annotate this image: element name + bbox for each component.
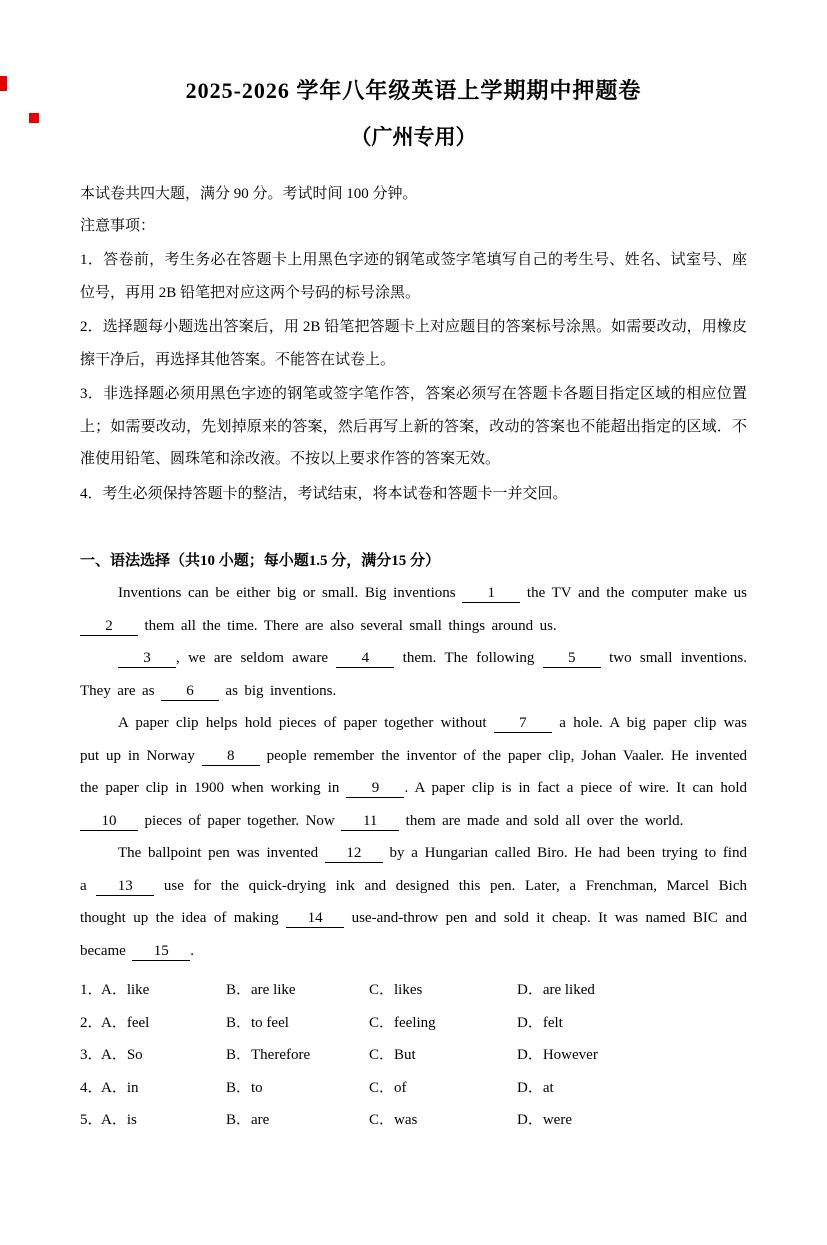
option-c: C．feeling	[369, 1014, 436, 1031]
option-d: D．were	[517, 1112, 572, 1128]
question-row	[80, 1007, 747, 1040]
answer-blank: 3	[118, 650, 176, 668]
option-d: D．at	[517, 1079, 554, 1096]
exam-page	[0, 76, 827, 1245]
option-d: D．felt	[517, 1014, 563, 1031]
question-number: 2．	[80, 1014, 103, 1031]
notice-item: 3．非选择题必须用黑色字迹的钢笔或签字笔作答，答案必须写在答题卡各题目指定区域的相应位置上；如需要改动，先划掉原来的答案，然后再写上新的答案，改动的答案也不能超出指定的区域．不准使用铅笔、圆珠笔和涂改液。不按以上要求作答的答案无效。	[80, 386, 747, 467]
option-c: C．was	[369, 1112, 418, 1128]
question-row	[80, 1072, 747, 1105]
answer-blank: 15	[132, 943, 190, 961]
passage-paragraph: Inventions can be either big or small. Big inventions 1 the TV and the computer make us 2 them all the time. There are also several small things around us.	[80, 577, 747, 642]
answer-blank: 8	[202, 748, 260, 766]
option-b: B．Therefore	[226, 1047, 311, 1063]
option-a: A．is	[101, 1112, 137, 1128]
option-a: A．feel	[101, 1014, 150, 1031]
answer-blank: 1	[462, 585, 520, 603]
question-row	[80, 1039, 747, 1072]
option-b: B．are like	[226, 982, 296, 998]
option-a: A．like	[101, 982, 150, 998]
option-a: A．So	[101, 1047, 143, 1063]
question-number: 3．	[80, 1047, 103, 1063]
answer-blank: 12	[325, 845, 383, 863]
answer-blank: 2	[80, 618, 138, 636]
option-d: D．are liked	[517, 982, 595, 998]
passage-paragraph: The ballpoint pen was invented 12 by a Hungarian called Biro. He had been trying to find a 13 use for the quick-drying ink and designed this pen. Later, a Frenchman, Marcel Bich thought up the idea of making 14 use-and-throw pen and sold it cheap. It was named BIC and became 15 .	[80, 845, 747, 959]
option-c: C．likes	[369, 982, 423, 998]
option-c: C．of	[369, 1079, 407, 1096]
answer-blank: 9	[346, 780, 404, 798]
notice-item: 4．考生必须保持答题卡的整洁，考试结束，将本试卷和答题卡一并交回。	[80, 485, 568, 502]
option-a: A．in	[101, 1079, 139, 1096]
answer-blank: 4	[336, 650, 394, 668]
notice-item: 2．选择题每小题选出答案后，用 2B 铅笔把答题卡上对应题目的答案标号涂黑。如需要改动，用橡皮擦干净后，再选择其他答案。不能答在试卷上。	[80, 319, 747, 368]
notice-heading: 注意事项：	[80, 218, 156, 234]
exam-title: 2025-2026 学年八年级英语上学期期中押题卷	[185, 78, 642, 103]
answer-blank: 6	[161, 683, 219, 701]
answer-blank: 14	[286, 910, 344, 928]
question-number: 1．	[80, 982, 103, 998]
section-heading: 一、语法选择（共10 小题；每小题1.5 分，满分15 分）	[80, 553, 441, 569]
red-artifact-icon	[0, 76, 7, 91]
answer-blank: 11	[341, 813, 399, 831]
answer-blank: 7	[494, 715, 552, 733]
answer-blank: 10	[80, 813, 138, 831]
question-list	[80, 974, 747, 1137]
question-row	[80, 1104, 747, 1137]
notice-item: 1．答卷前，考生务必在答题卡上用黑色字迹的钢笔或签字笔填写自己的考生号、姓名、试室号、座位号，再用 2B 铅笔把对应这两个号码的标号涂黑。	[80, 252, 747, 301]
passage-paragraph: A paper clip helps hold pieces of paper together without 7 a hole. A big paper clip was put up in Norway 8 people remember the inventor of the paper clip, Johan Vaaler. He invented the paper clip in 1900 when working in 9 . A paper clip is in fact a piece of wire. It can hold 10 pieces of paper together. Now 11 them are made and sold all over the world.	[80, 715, 748, 829]
red-artifact-icon	[29, 113, 39, 123]
exam-intro: 本试卷共四大题，满分 90 分。考试时间 100 分钟。	[80, 186, 418, 202]
option-b: B．to feel	[226, 1014, 289, 1031]
passage-paragraph: 3 , we are seldom aware 4 them. The following 5 two small inventions. They are as 6 as big inventions.	[80, 650, 747, 699]
answer-blank: 13	[96, 878, 154, 896]
question-number: 5．	[80, 1112, 103, 1128]
option-b: B．are	[226, 1112, 270, 1128]
option-c: C．But	[369, 1047, 416, 1063]
exam-subtitle: （广州专用）	[350, 125, 477, 149]
question-number: 4．	[80, 1079, 103, 1096]
option-d: D．However	[517, 1047, 598, 1063]
question-row	[80, 974, 747, 1007]
answer-blank: 5	[543, 650, 601, 668]
option-b: B．to	[226, 1079, 263, 1096]
